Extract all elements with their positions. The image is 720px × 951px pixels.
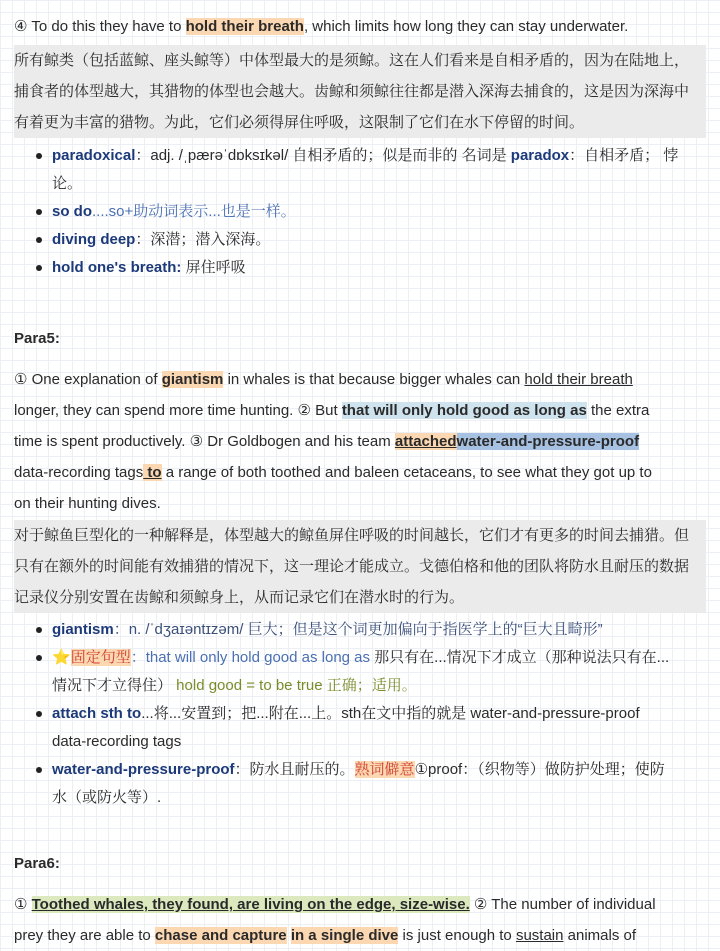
note-paradoxical: [14, 142, 706, 198]
note-fixed-pattern: [14, 644, 706, 700]
para5-line: [14, 426, 706, 457]
chinese-translation-top: [14, 45, 706, 138]
note-text: ....so+助动词表示...也是一样。: [92, 203, 296, 220]
para6-line: [14, 920, 706, 951]
para5-heading: Para5:: [14, 330, 60, 347]
para5-line: [14, 457, 706, 488]
translation-line: 对于鲸鱼巨型化的一种解释是，体型越大的鲸鱼屏住呼吸的时间越长，它们才有更多的时间去捕猎。但: [14, 527, 690, 544]
para5-english: [14, 364, 706, 519]
translation-line: 所有鲸类（包括蓝鲸、座头鲸等）中体型最大的是须鲸。这在人们看来是自相矛盾的，因为在陆地上，: [14, 52, 690, 69]
note-text: ：n. /ˈdʒaɪəntɪzəm/ 巨大；但是这个词更加偏向于指医学上的“巨大且畸形”: [113, 621, 603, 638]
note-text: 那只有在...情况下才成立（那种说法只有在...: [370, 649, 670, 666]
highlight-phrase: chase and capture: [154, 927, 287, 944]
highlight-phrase: attached: [394, 433, 457, 450]
document-page: [14, 0, 706, 951]
text: ② The number of individual: [469, 896, 656, 913]
term: diving deep: [52, 231, 136, 248]
star-icon: ⭐: [52, 649, 71, 666]
note-text: 水（或防火等）.: [52, 789, 162, 806]
note-text: ：深潜；潜入深海。: [135, 231, 271, 248]
tag-label: 固定句型: [70, 649, 131, 666]
note-diving-deep: [14, 226, 706, 254]
text: prey they are able to: [14, 927, 155, 944]
note-attach: [14, 700, 706, 756]
translation-line: 记录仪分别安置在齿鲸和须鲸身上，从而记录它们在潜水时的行为。: [14, 589, 465, 606]
translation-line: 捕食者的体型越大，其猎物的体型也会越大。齿鲸和须鲸往往都是潜入深海去捕食的，这是因为深海中: [14, 83, 690, 100]
text: a range of both toothed and baleen cetaceans, to see what they got up to: [161, 464, 652, 481]
text: longer, they can spend more time hunting. ② But: [14, 402, 342, 419]
note-text: ：adj. /ˌpærəˈdɒksɪkəl/ 自相矛盾的；似是而非的 名词是: [135, 147, 511, 164]
para6-line: [14, 889, 706, 920]
translation-line: 只有在额外的时间能有效捕猎的情况下，这一理论才能成立。戈德伯格和他的团队将防水且耐压的数据: [14, 558, 690, 575]
text: , which limits how long they can stay underwater.: [303, 18, 629, 35]
highlight-phrase: giantism: [161, 371, 224, 388]
highlight-phrase: water-and-pressure-proof: [456, 433, 640, 450]
note-text: 情况下才立得住）: [52, 677, 177, 694]
note-text: ：自相矛盾； 悖: [569, 147, 679, 164]
note-text: 论。: [52, 175, 83, 192]
highlight-phrase: hold their breath: [185, 18, 304, 35]
highlight-phrase: in a single dive: [290, 927, 399, 944]
highlight-phrase: Toothed whales, they found, are living on the edge, size-wise.: [31, 896, 470, 913]
para6-heading: Para6:: [14, 855, 60, 872]
note-text: ①proof：（织物等）做防护处理；使防: [414, 761, 665, 778]
text: ① One explanation of: [14, 371, 162, 388]
sentence-4: [14, 0, 706, 41]
note-text: 屏住呼吸: [181, 259, 246, 276]
text: in whales is that because bigger whales can: [223, 371, 525, 388]
text: time is spent productively. ③ Dr Goldbogen and his team: [14, 433, 395, 450]
underlined-phrase: sustain: [515, 927, 564, 944]
note-text: ：that will only hold good as long as: [130, 649, 371, 666]
text: ④ To do this they have to: [14, 18, 186, 35]
text: is just enough to: [398, 927, 516, 944]
term: water-and-pressure-proof: [52, 761, 235, 778]
para5-line: on their hunting dives.: [14, 495, 161, 512]
note-giantism: [14, 616, 706, 644]
term: attach sth to: [52, 705, 142, 722]
text: ①: [14, 896, 32, 913]
note-text: data-recording tags: [52, 733, 182, 750]
note-water-proof: [14, 756, 706, 812]
para5-line: [14, 364, 706, 395]
translation-line: 有着更为丰富的猎物。为此，它们必须得屏住呼吸，这限制了它们在水下停留的时间。: [14, 114, 585, 131]
text: data-recording tags: [14, 464, 144, 481]
highlight-phrase: that will only hold good as long as: [341, 402, 587, 419]
note-so-do: [14, 198, 706, 226]
term: paradoxical: [52, 147, 136, 164]
highlight-phrase: to: [143, 464, 162, 481]
term: paradox: [510, 147, 570, 164]
tag-label: 熟词僻意: [354, 761, 415, 778]
note-text: ：防水且耐压的。: [234, 761, 355, 778]
para6-english: [14, 889, 706, 951]
note-hold-breath: [14, 254, 706, 282]
term: hold one's breath:: [52, 259, 182, 276]
vocab-notes-para5: [14, 616, 706, 812]
term: giantism: [52, 621, 114, 638]
text: the extra: [586, 402, 650, 419]
underlined-phrase: hold their breath: [524, 371, 633, 388]
vocab-notes-top: [14, 142, 706, 282]
chinese-translation-para5: [14, 520, 706, 613]
para5-line: [14, 395, 706, 426]
term: so do: [52, 203, 92, 220]
note-text: hold good = to be true 正确；适用。: [176, 677, 417, 694]
text: animals of: [563, 927, 637, 944]
note-text: ...将...安置到；把...附在...上。sth在文中指的就是 water-and-pressure-proof: [141, 705, 640, 722]
